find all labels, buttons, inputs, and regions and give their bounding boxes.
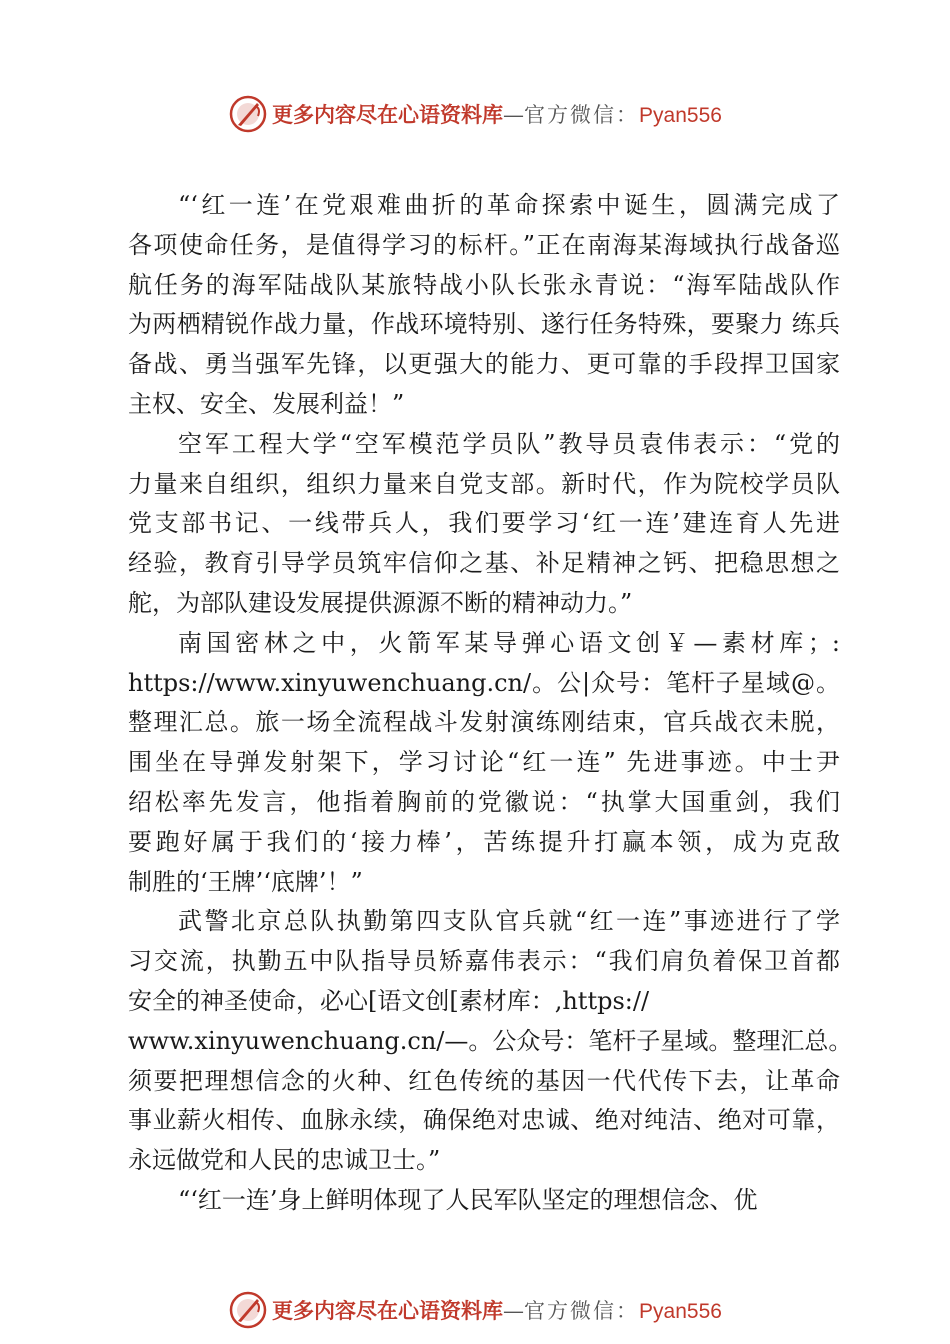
text-line: 习交流，执勤五中队指导员矫嘉伟表示：“我们肩负着保卫首都 bbox=[128, 947, 840, 976]
footer-wechat-id: Pyan556 bbox=[639, 1300, 722, 1323]
text-line: 绍松率先发言，他指着胸前的党徽说：“执掌大国重剑，我们 bbox=[128, 787, 840, 816]
footer-title: 更多内容尽在心语资料库 bbox=[272, 1298, 504, 1323]
text-line: 永远做党和人民的忠诚卫士。” bbox=[128, 1146, 441, 1175]
text-line: https://www.xinyuwenchuang.cn/。公|众号：笔杆子星域@。 bbox=[128, 668, 840, 697]
text-line: 武警北京总队执勤第四支队官兵就“红一连”事迹进行了学 bbox=[178, 907, 840, 936]
header-text bbox=[272, 99, 722, 129]
text-line: 要跑好属于我们的‘接力棒’，苦练提升打赢本领，成为克敌 bbox=[128, 827, 840, 856]
text-line: 舵，为部队建设发展提供源源不断的精神动力。” bbox=[128, 588, 633, 617]
header-title: 更多内容尽在心语资料库 bbox=[272, 102, 504, 127]
text-line: 主权、安全、发展利益！” bbox=[128, 389, 405, 418]
quill-logo-icon bbox=[228, 1290, 268, 1330]
text-line: “‘红一连’在党艰难曲折的革命探索中诞生，圆满完成了 bbox=[178, 191, 840, 219]
text-line: 事业薪火相传、血脉永续，确保绝对忠诚、绝对纯洁、绝对可靠， bbox=[128, 1106, 840, 1135]
quill-logo-icon bbox=[228, 94, 268, 134]
header-wechat-label: 官方微信： bbox=[524, 103, 640, 127]
text-line: 安全的神圣使命，必心[语文创[素材库：,https:// bbox=[128, 986, 650, 1015]
text-line: 整理汇总。旅一场全流程战斗发射演练刚结束，官兵战衣未脱， bbox=[128, 708, 840, 737]
text-line: 经验，教育引导学员筑牢信仰之基、补足精神之钙、把稳思想之 bbox=[128, 549, 840, 578]
text-line: 为两栖精锐作战力量，作战环境特别、遂行任务特殊，要聚力 练兵 bbox=[128, 310, 840, 339]
text-line: www.xinyuwenchuang.cn/—。公众号：笔杆子星域。整理汇总。 bbox=[128, 1026, 853, 1055]
text-line: 围坐在导弹发射架下，学习讨论“红一连” 先进事迹。中士尹 bbox=[128, 748, 840, 777]
text-line: 航任务的海军陆战队某旅特战小队长张永青说：“海军陆战队作 bbox=[128, 270, 840, 299]
header-wechat-id: Pyan556 bbox=[639, 104, 722, 127]
footer-wechat-label: 官方微信： bbox=[524, 1299, 640, 1323]
header-separator: — bbox=[503, 103, 525, 127]
text-line: “‘红一连’身上鲜明体现了人民军队坚定的理想信念、优 bbox=[178, 1185, 758, 1214]
footer-separator: — bbox=[503, 1299, 525, 1323]
text-line: 制胜的‘王牌’‘底牌’！” bbox=[128, 867, 363, 896]
text-line: 空军工程大学“空军模范学员队”教导员袁伟表示：“党的 bbox=[178, 429, 840, 458]
text-line: 党支部书记、一线带兵人，我们要学习‘红一连’建连育人先进 bbox=[128, 509, 840, 538]
text-line: 须要把理想信念的火种、红色传统的基因一代代传下去，让革命 bbox=[128, 1066, 840, 1095]
footer-banner bbox=[0, 1288, 950, 1332]
text-line: 备战、勇当强军先锋，以更强大的能力、更可靠的手段捍卫国家 bbox=[128, 350, 840, 379]
text-line: 力量来自组织，组织力量来自党支部。新时代，作为院校学员队 bbox=[128, 469, 840, 498]
article-body bbox=[128, 186, 853, 1221]
text-line: 各项使命任务，是值得学习的标杆。”正在南海某海域执行战备巡 bbox=[128, 230, 840, 259]
footer-text bbox=[272, 1295, 722, 1325]
text-line: 南国密林之中，火箭军某导弹心语文创￥—素材库；: bbox=[178, 628, 840, 657]
header-banner bbox=[0, 92, 950, 136]
